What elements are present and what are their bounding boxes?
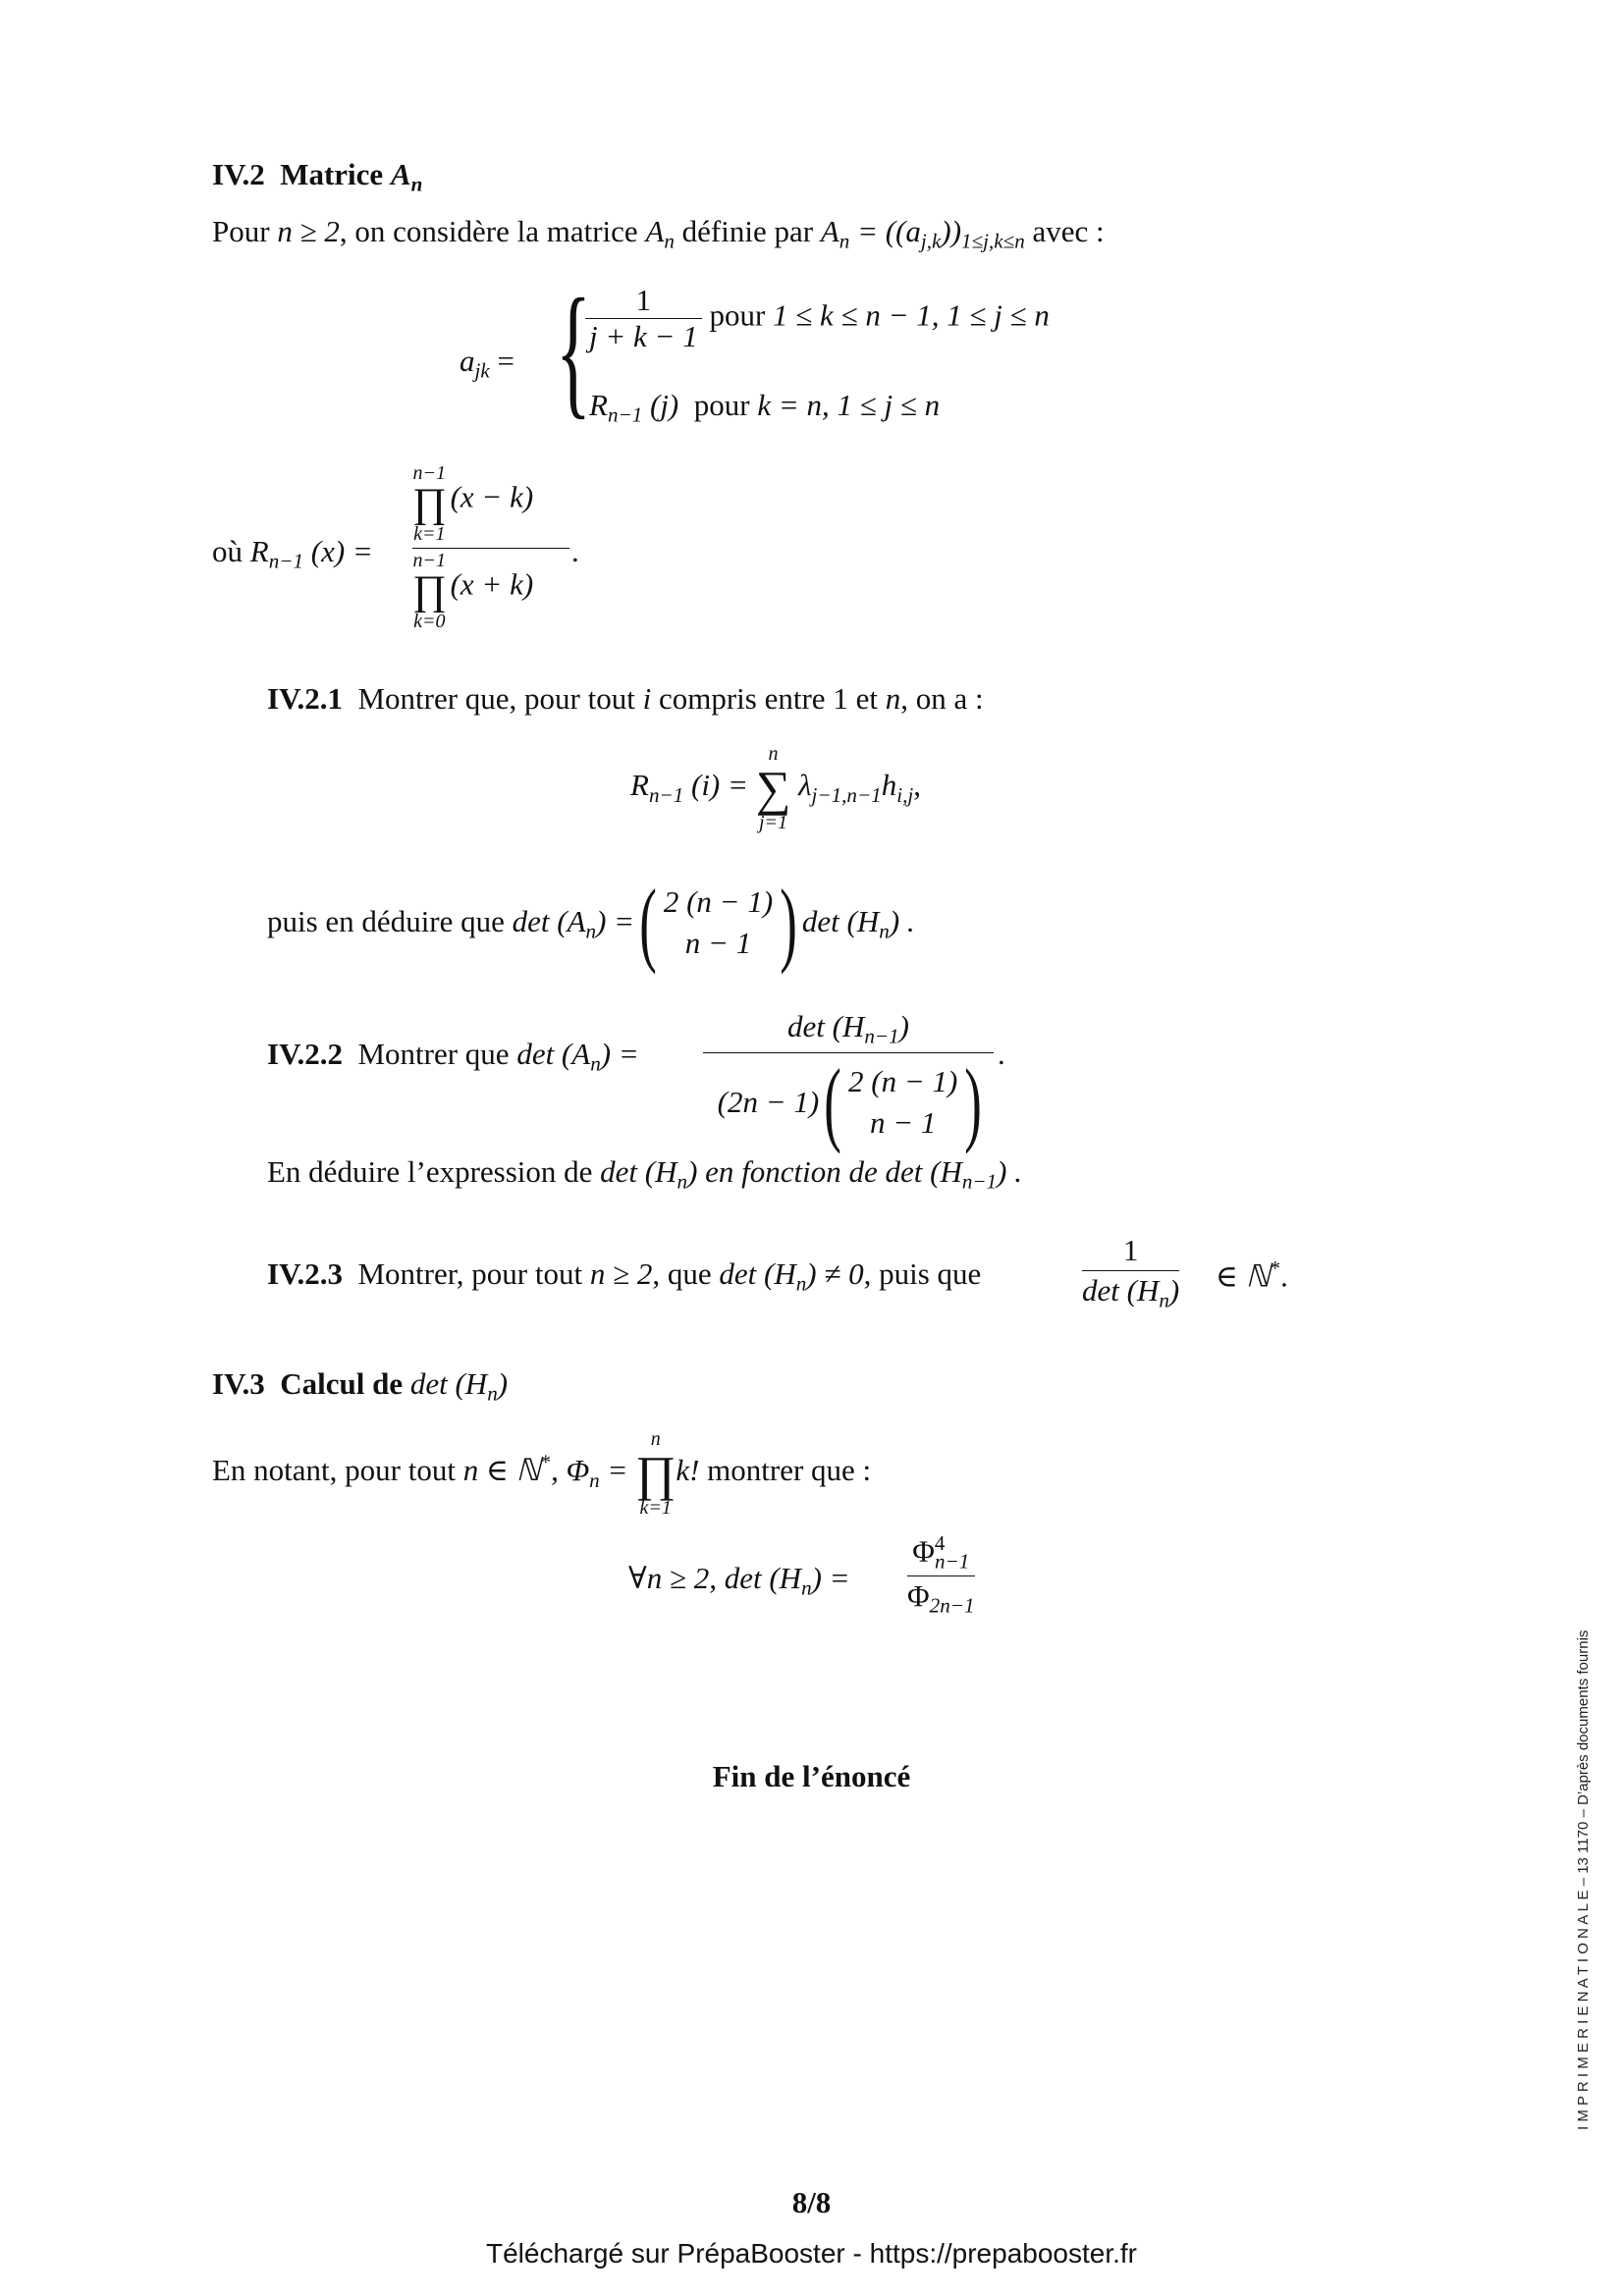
rdef-fraction: n−1 ∏ k=1 (x − k) n−1 ∏ k=0 (x + k) — [412, 463, 569, 631]
deduce-iv22: En déduire l’expression de $\det (H_n)$ en fonction de $\det (H_{n-1})$ . — [267, 1154, 1022, 1194]
iv22-end: . — [998, 1037, 1005, 1071]
deduce-iv21: puis en déduire que $\det (A_n)$ = ( 2 (n − 1) n − 1 ) $\det (H_n)$ . — [267, 870, 915, 975]
ajk-case1: $\frac{1}{j + k - 1}$ pour 1 ≤ k ≤ n − 1, 1 ≤ j ≤ n — [585, 283, 1050, 353]
intro-line: Pour n ≥ 2, on considère la matrice $A_n$ définie par $A_n = ((a_{j,k}))_{1\le j,k\le n}$ avec : — [212, 214, 1105, 253]
fraction-iv22: $\det (H_{n-1})$ (2n − 1) ( 2 (n − 1) n − 1 ) — [703, 1009, 994, 1144]
rdef-lhs: où $R_{n-1}$ (x) = — [212, 534, 373, 573]
ajk-case2: $R_{n-1}$ (j) pour k = n, 1 ≤ j ≤ n — [589, 388, 941, 427]
section-heading-iv2: IV.2 Matrice $A_n$ — [212, 157, 423, 196]
iv23-end: ∈ ℕ*. — [1216, 1256, 1288, 1294]
brace-icon: { — [556, 269, 591, 432]
rdef-end: . — [571, 534, 579, 568]
section-heading-iv3: IV.3 Calcul de $\det (H_n)$ — [212, 1366, 509, 1406]
equation-iv21: $R_{n-1}$ (i) = n ∑ j=1 $\lambda_{j-1,n-1}h_{i,j}$, — [630, 743, 921, 833]
question-iv21: IV.2.1 Montrer que, pour tout i compris entre 1 et n, on a : — [267, 681, 984, 716]
question-iv22: IV.2.2 Montrer que $\det (A_n)$ = — [267, 1037, 639, 1076]
page-number: 8/8 — [791, 2185, 832, 2219]
download-footer: Téléchargé sur PrépaBooster - https://prepabooster.fr — [485, 2238, 1138, 2269]
question-iv23: IV.2.3 Montrer, pour tout n ≥ 2, que $\det (H_n) \ne 0$, puis que — [267, 1256, 982, 1296]
iv3-equation-fraction: $\Phi^4_{n-1}$ $\Phi_{2n-1}$ — [907, 1531, 975, 1618]
iv3-equation-lhs: ∀n ≥ 2, $\det (H_n)$ = — [628, 1561, 850, 1600]
printer-side-note: I M P R I M E R I E N A T I O N A L E – 13 1170 – D’après documents fournis — [1575, 1629, 1592, 2130]
fraction-iv23: 1 $\det (H_n)$ — [1082, 1233, 1180, 1312]
iv3-line: En notant, pour tout n ∈ ℕ*, $\Phi_n$ = n ∏ k=1 k! montrer que : — [212, 1428, 872, 1519]
ajk-lhs: $a_{jk}$ = — [460, 344, 514, 383]
end-of-statement: Fin de l’énoncé — [712, 1759, 911, 1793]
